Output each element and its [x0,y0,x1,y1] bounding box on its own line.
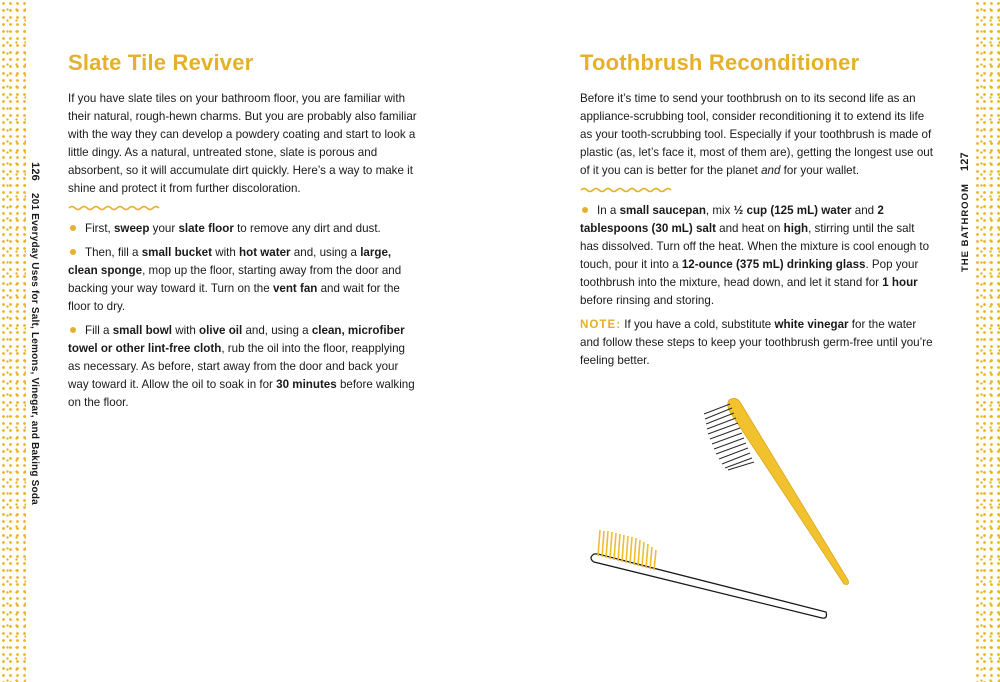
intro-paragraph: Before it’s time to send your toothbrush on to its second life as an appliance-scrubbing tool, consider reconditioning it to extend its life as your tooth-scrubbing tool. Especially if your toothbrush is made of plastic (as, let’s face it, most of them are), getting the longest use out of it you can is better for the planet and for your wallet. [580,92,933,177]
yellow-toothbrush-icon [704,398,849,584]
left-margin-header [27,162,41,505]
page-number-right: 127 [959,152,971,172]
dotted-border-left [0,0,26,682]
intro-paragraph: If you have slate tiles on your bathroom floor, you are familiar with their natural, rough-hewn charms. But you are probably also familiar with the way they can develop a powdery coating and start to look a little dingy. As a natural, untreated stone, slate is porous and absorbent, so it will accumulate dirt quickly. Here’s a way to make it shine and protect it from further discoloration. [68,92,417,195]
dotted-border-right [974,0,1000,682]
squiggle-divider [580,186,672,194]
page-number-left: 126 [29,162,41,181]
chapter-name: THE BATHROOM [960,183,971,272]
book-title: 201 Everyday Uses for Salt, Lemons, Vinegar, and Baking Soda [29,192,40,505]
step-item: In a small saucepan, mix ½ cup (125 mL) water and 2 tablespoons (30 mL) salt and heat on high, stirring until the salt has dissolved. Turn off the heat. When the mixture is cool enough to touch, pour it into a 12-ounce (375 mL) drinking glass. Pop your toothbrush into the mixture, head down, and let it stand for 1 hour before rinsing and storing. [580,204,930,307]
right-margin-header [959,152,973,282]
right-page [580,50,936,370]
note-label: NOTE: [580,318,622,331]
section-title: Toothbrush Reconditioner [580,50,860,75]
note-paragraph: NOTE: If you have a cold, substitute white vinegar for the water and follow these steps to keep your toothbrush germ-free until you’re feeling better. [580,318,933,367]
step-item: First, sweep your slate floor to remove any dirt and dust. [68,220,420,238]
bullet-icon [70,327,76,333]
white-toothbrush-icon [591,530,827,618]
bullet-icon [70,249,76,255]
squiggle-divider [68,204,160,212]
bullet-icon [582,207,588,213]
bullet-icon [70,225,76,231]
step-item: Then, fill a small bucket with hot water and, using a large, clean sponge, mop up the floor, starting away from the door and backing your way toward it. Turn on the vent fan and wait for the floor to dry. [68,246,402,313]
left-page [68,50,420,418]
section-title: Slate Tile Reviver [68,50,254,75]
toothbrush-illustration [580,390,860,630]
step-item: Fill a small bowl with olive oil and, using a clean, microfiber towel or other lint-free cloth, rub the oil into the floor, reapplying as necessary. As before, start away from the door and back your way toward it. Allow the oil to soak in for 30 minutes before walking on the floor. [68,324,415,409]
